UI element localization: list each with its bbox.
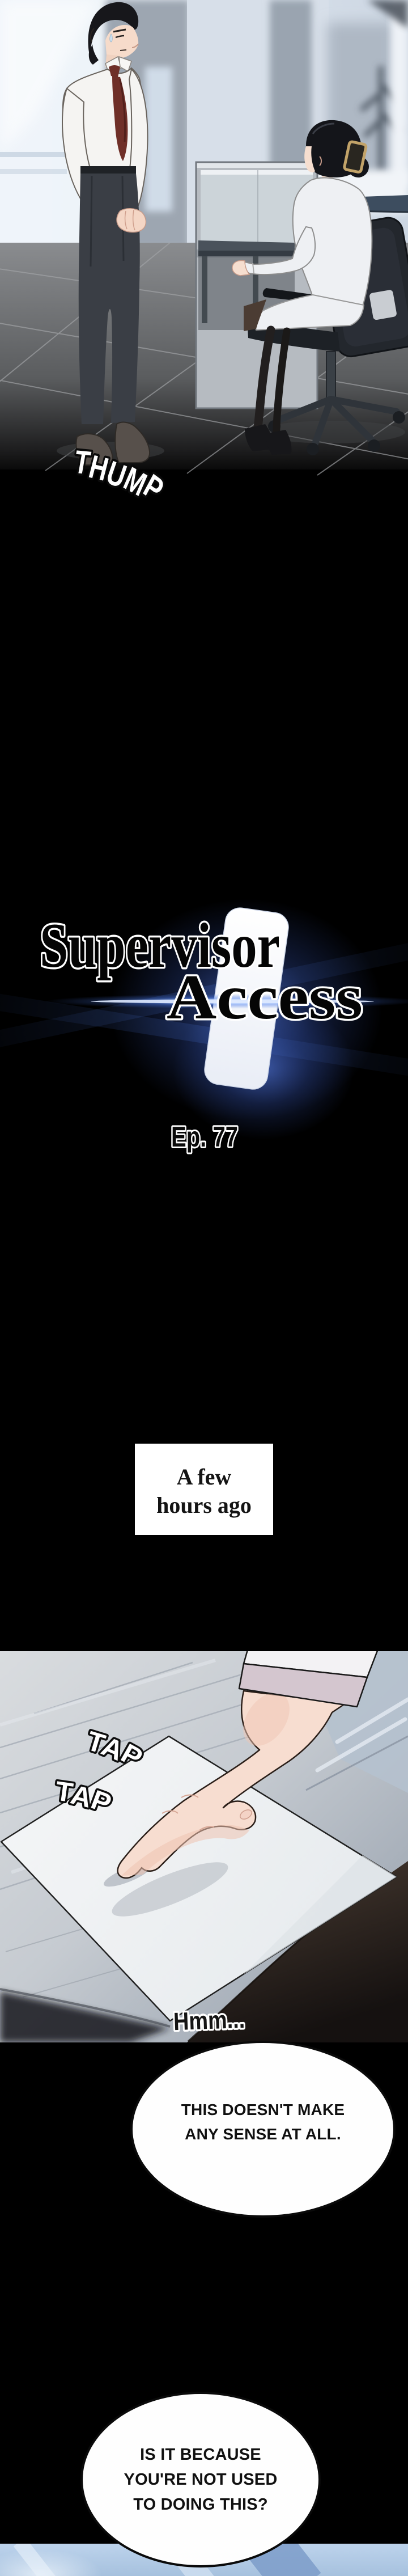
caption-line-1: A few (176, 1463, 232, 1490)
bubble-2-line-2: YOU'RE NOT USED (124, 2471, 278, 2489)
man-belt (80, 166, 136, 174)
title-line-2: Access (167, 962, 363, 1033)
tap-sfx-top: TAP (83, 1725, 147, 1774)
timeskip-caption-box (135, 1444, 273, 1535)
panel-1-office-scene (0, 0, 408, 510)
bubble-2-line-3: TO DOING THIS? (133, 2495, 268, 2514)
caption-line-2: hours ago (156, 1492, 252, 1518)
hmm-sfx-text: Hmm... (173, 2005, 257, 2036)
speech-bubble-1 (130, 2041, 396, 2218)
series-title-block (0, 896, 408, 1213)
speech-bubble-2 (80, 2392, 321, 2567)
bubble-1-line-1: THIS DOESN'T MAKE (181, 2101, 345, 2118)
title-line-1: Supervisor (40, 911, 280, 981)
man-hands (117, 209, 146, 232)
episode-number: Ep. 77 (171, 1121, 238, 1153)
panel-2-desk-scene (0, 1651, 408, 2042)
thump-sfx-text: THUMP (71, 443, 176, 510)
bubble-2-line-1: IS IT BECAUSE (140, 2446, 261, 2464)
tap-sfx-left: TAP (53, 1776, 114, 1820)
bubble-1-line-2: ANY SENSE AT ALL. (185, 2125, 341, 2143)
